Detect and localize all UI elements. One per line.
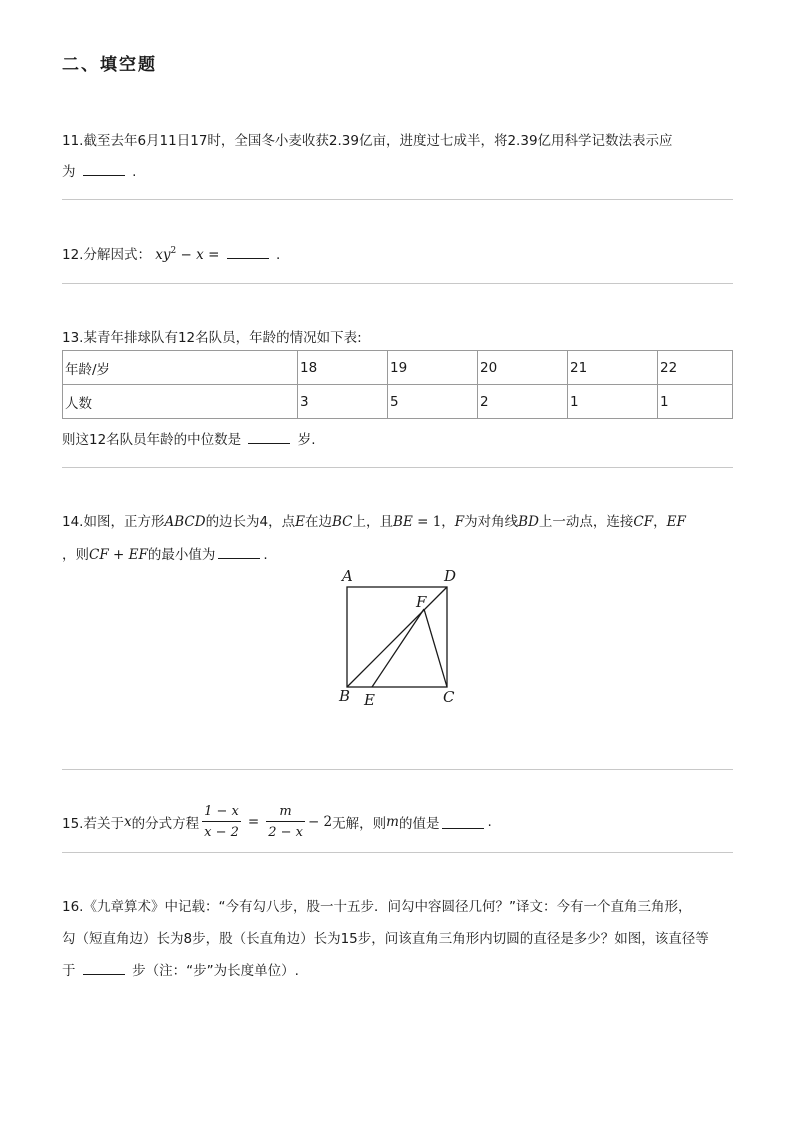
q14-math: CF (89, 547, 109, 563)
q14-math: = 1 (412, 514, 442, 530)
table-cell: 19 (388, 351, 478, 385)
q15-text: 的值是 (398, 816, 440, 832)
q16-line3 (62, 959, 299, 979)
q14-text: 的边长为4，点 (205, 514, 296, 530)
divider (62, 283, 733, 284)
fraction-denominator: 2 − x (266, 821, 305, 840)
table-cell: 21 (568, 351, 658, 385)
q15-text: 无解，则 (332, 816, 387, 832)
table-row (63, 351, 733, 385)
table-cell: 22 (658, 351, 733, 385)
label-f: F (416, 593, 427, 611)
age-table (62, 350, 733, 419)
segment-ef (372, 609, 424, 687)
divider (62, 467, 733, 468)
q15-math-x: x (123, 814, 132, 830)
table-cell: 3 (298, 385, 388, 419)
q16-answer-blank[interactable] (83, 962, 125, 975)
q13-after-suffix: 岁. (297, 432, 316, 448)
q15-text: 15.若关于 (62, 816, 124, 832)
q14-text: 上一动点，连接 (538, 514, 634, 530)
table-cell: 5 (388, 385, 478, 419)
q15-fraction-left (202, 804, 241, 840)
q16-line1: 16.《九章算术》中记载：“今有勾八步，股一十五步．问勾中容圆径几何？”译文：今有一个直角三角形， (62, 899, 692, 915)
q16-prefix: 于 (62, 963, 76, 979)
section-title: 二、填空题 (62, 55, 157, 75)
q14-text: ， (653, 514, 667, 530)
q15-suffix: . (487, 814, 492, 830)
q14-line1 (62, 510, 686, 530)
q14-math: + (108, 547, 129, 563)
q11-answer-blank[interactable] (83, 163, 125, 176)
label-e: E (364, 691, 375, 709)
q12-prefix: 12.分解因式： (62, 247, 151, 263)
q14-text: 14.如图，正方形 (62, 514, 165, 530)
q12-suffix: . (275, 247, 281, 263)
table-cell: 20 (478, 351, 568, 385)
q14-math: E (295, 514, 306, 530)
divider (62, 199, 733, 200)
fraction-denominator: x − 2 (202, 821, 241, 840)
q15-answer-blank[interactable] (442, 816, 484, 829)
q15-minus-two: − 2 (307, 814, 333, 830)
q12-line (62, 243, 280, 263)
q14-text: 的最小值为 (147, 547, 216, 563)
label-d: D (444, 567, 457, 585)
q14-text: 在边 (305, 514, 333, 530)
q13-after (62, 428, 316, 448)
fraction-numerator: 1 − x (204, 804, 239, 819)
label-a: A (342, 567, 353, 585)
q11-prefix: 为 (62, 164, 76, 180)
segment-cf (424, 609, 447, 687)
q14-suffix: . (263, 547, 268, 563)
divider (62, 769, 733, 770)
q14-math: EF (666, 514, 686, 530)
q13-answer-blank[interactable] (248, 431, 290, 444)
fraction-numerator: m (279, 804, 292, 819)
table-cell: 1 (568, 385, 658, 419)
q16-line2: 勾（短直角边）长为8步，股（长直角边）长为15步，问该直角三角形内切圆的直径是多少？如图，该直径等 (62, 931, 709, 947)
q14-math: F (454, 514, 465, 530)
q16-suffix: 步（注：“步”为长度单位）. (132, 963, 299, 979)
table-cell: 18 (298, 351, 388, 385)
q12-expr-xy: xy (155, 247, 171, 263)
q14-text: 为对角线 (464, 514, 519, 530)
q14-line2 (62, 543, 268, 563)
q14-math: BE (393, 514, 413, 530)
q15-fraction-right (266, 804, 305, 840)
q14-text: ， (441, 514, 455, 530)
label-c: C (443, 688, 455, 706)
q15-math-m: m (386, 814, 399, 830)
q14-math: BC (332, 514, 353, 530)
table-cell: 人数 (63, 385, 298, 419)
q14-math: ABCD (164, 514, 206, 530)
divider (62, 852, 733, 853)
q14-answer-blank[interactable] (218, 546, 260, 559)
q14-math: BD (518, 514, 539, 530)
q15-text: 的分式方程 (131, 816, 200, 832)
q12-answer-blank[interactable] (227, 246, 269, 259)
q12-expr-exponent: 2 (170, 246, 177, 256)
table-row (63, 385, 733, 419)
q14-math: CF (633, 514, 654, 530)
q15-line (62, 800, 492, 844)
q14-text: 上，且 (352, 514, 394, 530)
q13-after-prefix: 则这12名队员年龄的中位数是 (62, 432, 242, 448)
q12-expr-rest: − x = (176, 247, 220, 263)
q14-math: EF (128, 547, 148, 563)
q11-line2 (62, 160, 136, 180)
table-cell: 1 (658, 385, 733, 419)
q15-equals: = (247, 814, 260, 830)
q11-suffix: . (132, 164, 137, 180)
q11-line1: 11.截至去年6月11日17时，全国冬小麦收获2.39亿亩，进度过七成半，将2.39亿用科学记数法表示应 (62, 133, 673, 149)
q13-intro: 13.某青年排球队有12名队员，年龄的情况如下表: (62, 330, 362, 346)
q14-text: ，则 (62, 547, 89, 563)
label-b: B (339, 687, 351, 705)
table-cell: 年龄/岁 (63, 351, 298, 385)
square-figure (330, 563, 470, 713)
table-cell: 2 (478, 385, 568, 419)
